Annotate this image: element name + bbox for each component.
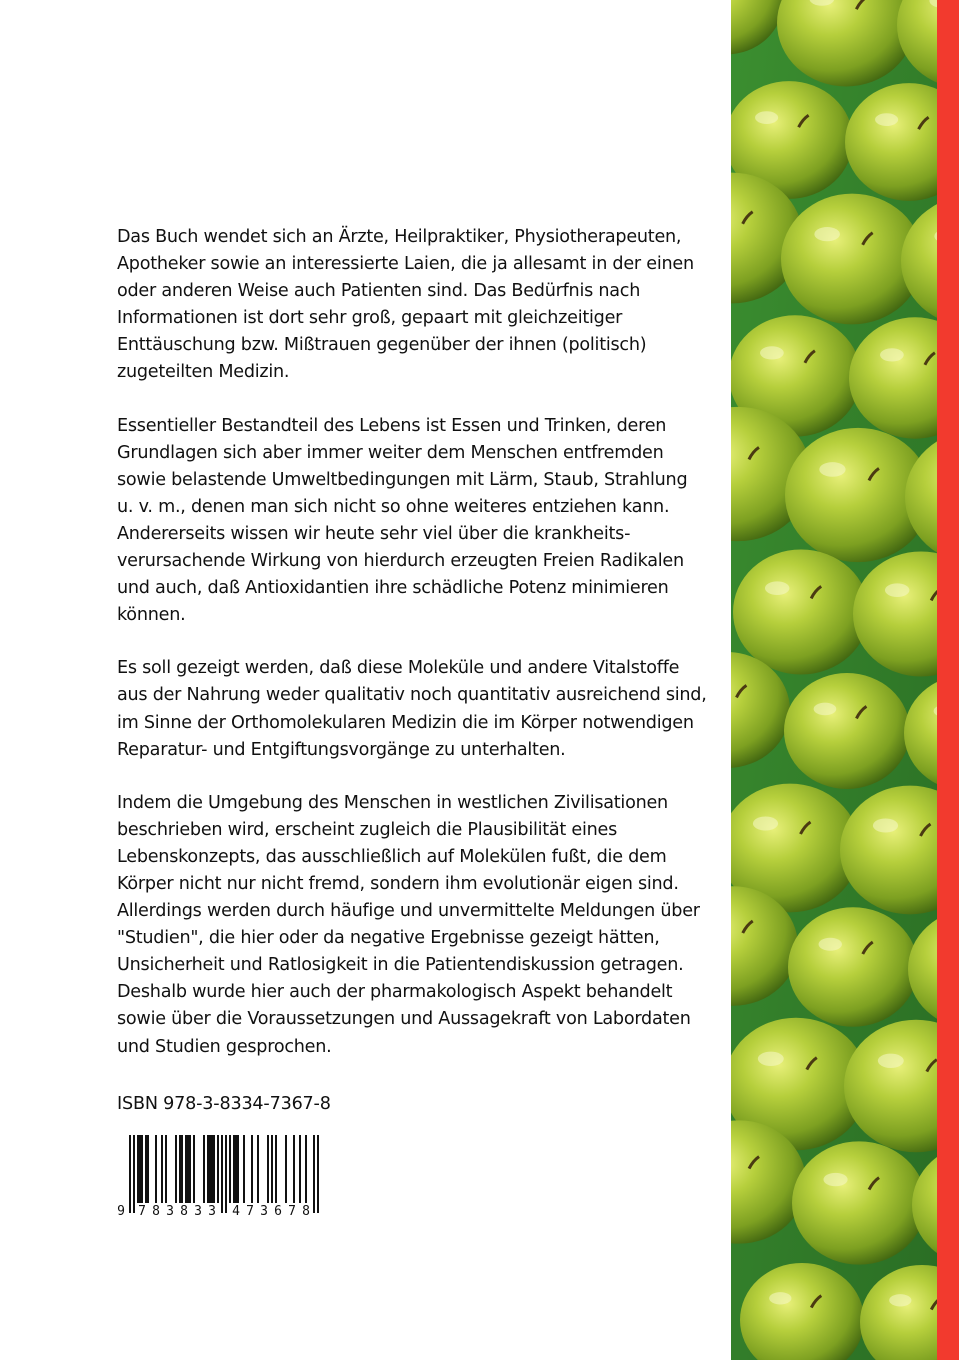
isbn-label: ISBN 978-3-8334-7367-8: [117, 1094, 331, 1114]
barcode-bar: [203, 1135, 205, 1203]
barcode-bar: [137, 1135, 139, 1203]
barcode-bar: [155, 1135, 157, 1203]
barcode-bar: [293, 1135, 295, 1203]
barcode-digit: 6: [274, 1204, 282, 1218]
barcode-bar: [179, 1135, 181, 1203]
apple-shape: [733, 549, 869, 674]
barcode-bar: [285, 1135, 287, 1203]
barcode-digit: 7: [246, 1204, 254, 1218]
barcode-digit: 8: [152, 1204, 160, 1218]
barcode-digit: 8: [180, 1204, 188, 1218]
barcode-bar: [317, 1135, 319, 1213]
apple-shape: [792, 1141, 926, 1264]
barcode-bar: [305, 1135, 307, 1203]
barcode-graphic: [117, 1133, 335, 1218]
barcode-bar: [185, 1135, 187, 1203]
barcode-bar: [235, 1135, 237, 1203]
blurb-paragraph-4: Indem die Umgebung des Menschen in westlichen Zivilisationen beschrieben wird, erscheint zugleich die Plausibilität eines Lebenskonzepts, das ausschließlich auf Molekülen fußt, die dem Körper nicht nur nicht fremd, sondern ihm evolutionär eigen sind. Allerdings werden durch häufige und unvermittelte Meldungen über "Studien", die hier oder da negative Ergebnisse gezeigt hätten, Unsicherheit und Ratlosigkeit in die Patientendiskussion getragen. Deshalb wurde hier auch der pharmakologisch Aspekt behandelt sowie über die Voraussetzungen und Aussagekraft von Labordaten und Studien gesprochen.: [117, 792, 700, 1057]
barcode-bar: [129, 1135, 131, 1213]
barcode-bar: [147, 1135, 149, 1203]
barcode-bar: [193, 1135, 195, 1203]
barcode-bar: [299, 1135, 301, 1203]
barcode-bar: [181, 1135, 183, 1203]
barcode-digit: 4: [232, 1204, 240, 1218]
barcode-digits: [117, 1204, 310, 1218]
isbn-barcode: [117, 1133, 335, 1218]
barcode-bar: [213, 1135, 215, 1203]
barcode-bar: [257, 1135, 259, 1203]
barcode-bar: [207, 1135, 209, 1203]
barcode-bar: [275, 1135, 277, 1203]
barcode-bar: [161, 1135, 163, 1203]
barcode-bar: [141, 1135, 143, 1203]
barcode-bar: [243, 1135, 245, 1203]
barcode-bar: [225, 1135, 227, 1213]
barcode-bar: [271, 1135, 273, 1203]
back-cover-blurb: [117, 224, 722, 1087]
barcode-digit: 3: [208, 1204, 216, 1218]
barcode-digit: 8: [302, 1204, 310, 1218]
barcode-bar: [237, 1135, 239, 1203]
apple-shape: [784, 673, 910, 789]
blurb-paragraph-3: Es soll gezeigt werden, daß diese Moleküle und andere Vitalstoffe aus der Nahrung weder qualitativ noch quantitativ ausreichend sind, im Sinne der Orthomolekularen Medizin die im Körper notwendigen Reparatur- und Entgiftungsvorgänge zu unterhalten.: [117, 658, 707, 760]
apple-shape: [788, 907, 918, 1027]
barcode-bar: [187, 1135, 189, 1203]
apple-photo-panel: [731, 0, 937, 1360]
barcode-bar: [133, 1135, 135, 1213]
barcode-bar: [229, 1135, 231, 1203]
barcode-bar: [221, 1135, 223, 1213]
barcode-bar: [217, 1135, 219, 1203]
barcode-bars: [129, 1135, 319, 1213]
barcode-bar: [209, 1135, 211, 1203]
barcode-bar: [165, 1135, 167, 1203]
barcode-bar: [211, 1135, 213, 1203]
green-apples-image: [731, 0, 937, 1360]
blurb-paragraph-1: Das Buch wendet sich an Ärzte, Heilpraktiker, Physiotherapeuten, Apotheker sowie an interessierte Laien, die ja allesamt in der einen oder anderen Weise auch Patienten sind. Das Bedürfnis nach Informationen ist dort sehr groß, gepaart mit gleichzeitiger Enttäuschung bzw. Mißtrauen gegenüber der ihnen (politisch) zugeteilten Medizin.: [117, 227, 694, 383]
barcode-bar: [175, 1135, 177, 1203]
barcode-bar: [267, 1135, 269, 1203]
barcode-bar: [189, 1135, 191, 1203]
barcode-digit: 7: [288, 1204, 296, 1218]
barcode-digit: 3: [260, 1204, 268, 1218]
barcode-digit: 9: [117, 1204, 125, 1218]
barcode-digit: 3: [166, 1204, 174, 1218]
barcode-digit: 3: [194, 1204, 202, 1218]
red-spine-strip: [937, 0, 959, 1360]
barcode-bar: [251, 1135, 253, 1203]
barcode-bar: [145, 1135, 147, 1203]
blurb-paragraph-2: Essentieller Bestandteil des Lebens ist Essen und Trinken, deren Grundlagen sich aber immer weiter dem Menschen entfremden sowie belastende Umweltbedingungen mit Lärm, Staub, Strahlung u. v. m., denen man sich nicht so ohne weiteres entziehen kann. Andererseits wissen wir heute sehr viel über die krankheits- verursachende Wirkung von hierdurch erzeugten Freien Radikalen und auch, daß Antioxidantien ihre schädliche Potenz minimieren können.: [117, 415, 688, 626]
barcode-bar: [233, 1135, 235, 1203]
barcode-bar: [139, 1135, 141, 1203]
barcode-digit: 7: [138, 1204, 146, 1218]
barcode-bar: [313, 1135, 315, 1213]
